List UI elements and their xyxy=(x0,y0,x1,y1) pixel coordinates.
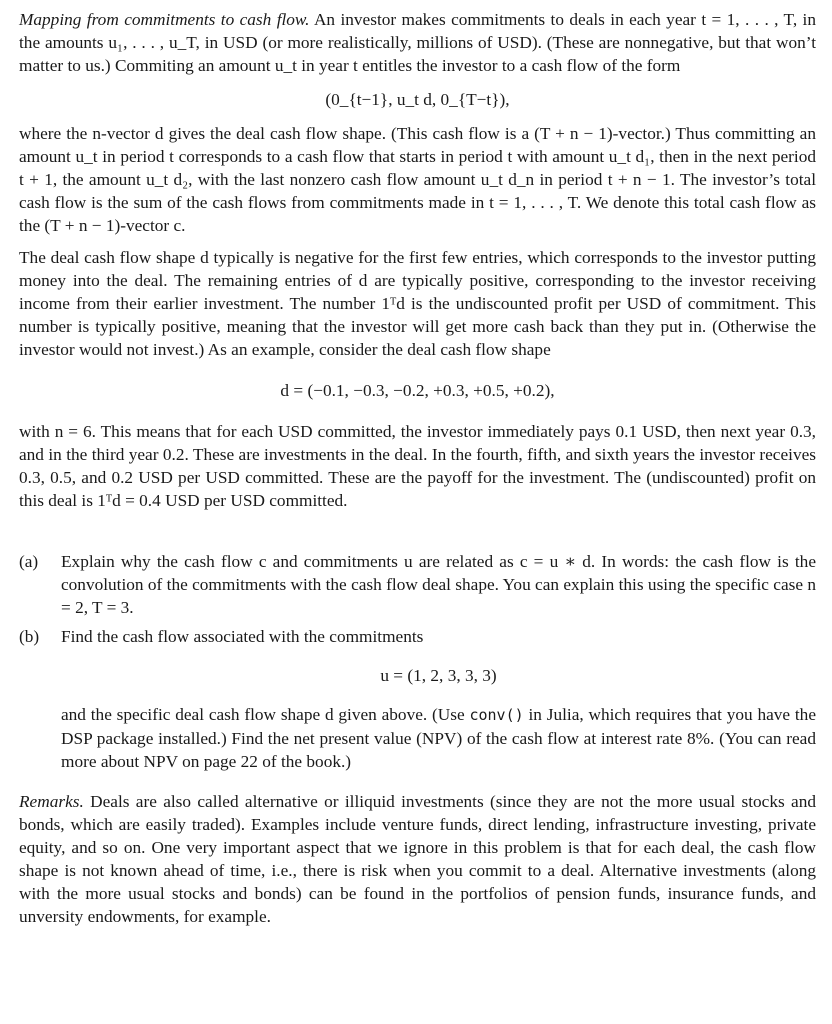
remarks-paragraph xyxy=(19,790,816,928)
part-b-text: Find the cash flow associated with the commitments xyxy=(61,627,424,646)
example-paragraph: with n = 6. This means that for each USD committed, the investor immediately pays 0.1 USD, then next year 0.3, and in the third year 0.2. These are investments in the deal. In the fourth, fifth, and sixth years the investor receives 0.3, 0.5, and 0.2 USD per USD committed. These are the payoff for the investment. The (undiscounted) profit on this deal is 1ᵀd = 0.4 USD per USD committed. xyxy=(19,422,816,510)
problem-parts xyxy=(19,550,816,773)
part-body xyxy=(61,550,816,619)
part-a-text: Explain why the cash flow c and commitments u are related as c = u ∗ d. In words: the cash flow is the convolution of the commitments with the cash flow deal shape. You can explain this using the specific case n = 2, T = 3. xyxy=(61,552,816,617)
remarks-text: Deals are also called alternative or illiquid investments (since they are not the more usual stocks and bonds, which are easily traded). Examples include venture funds, direct lending, infrastructure investing, private equity, and so on. One very important aspect that we ignore in this problem is that for each deal, the cash flow shape is not known ahead of time, i.e., there is risk when you commit to a deal. Alternative investments (along with the more usual stocks and bonds) can be found in the portfolios of pension funds, insurance funds, and unversity endowments, for example. xyxy=(19,792,816,926)
code-snippet: conv() xyxy=(469,706,524,724)
section-gap xyxy=(19,512,816,550)
part-b xyxy=(19,625,816,773)
intro-text: An investor makes commitments to deals in each year t = 1, . . . , T, in the amounts u₁, . . . , u_T, in USD (or more realistically, millions of USD). (These are nonnegative, but that won’t matter to us.) Commiting an amount u_t in year t entitles the investor to a cash flow of the form xyxy=(19,10,816,75)
part-label: (a) xyxy=(19,552,39,571)
part-label: (b) xyxy=(19,627,40,646)
intro-paragraph xyxy=(19,8,816,77)
part-b-after-code: in Julia, which requires that you have the DSP package installed.) Find the net present value (NPV) of the cash flow at interest rate 8%. (You can read more about NPV on page 22 of the book.) xyxy=(61,705,816,771)
part-body xyxy=(61,625,816,773)
part-a xyxy=(19,550,816,619)
shape-paragraph: where the n-vector d gives the deal cash flow shape. (This cash flow is a (T + n − 1)-vector.) Thus committing an amount u_t in period t corresponds to a cash flow that starts in period t with amount u_t d₁, then in the next period t + 1, the amount u_t d₂, with the last nonzero cash flow amount u_t d_n in period t + n − 1. The investor’s total cash flow is the sum of the cash flows from commitments made in t = 1, . . . , T. We denote this total cash flow as the (T + n − 1)-vector c. xyxy=(19,124,816,235)
part-b-continuation xyxy=(61,703,816,773)
equation-deal-shape: d = (−0.1, −0.3, −0.2, +0.3, +0.5, +0.2), xyxy=(280,381,555,400)
part-b-before-code: and the specific deal cash flow shape d given above. (Use xyxy=(61,705,465,724)
remarks-title: Remarks. xyxy=(19,792,84,811)
problem-title: Mapping from commitments to cash flow. xyxy=(19,10,310,29)
deal-paragraph: The deal cash flow shape d typically is negative for the first few entries, which corresponds to the investor putting money into the deal. The remaining entries of d are typically positive, corresponding to the investor receiving income from their earlier investment. The number 1ᵀd is the undiscounted profit per USD of commitment. This number is typically positive, meaning that the investor will get more cash back than they put in. (Otherwise the investor would not invest.) As an example, consider the deal cash flow shape xyxy=(19,248,816,359)
equation-commitments: u = (1, 2, 3, 3, 3) xyxy=(380,666,497,685)
equation-cash-flow-form: (0_{t−1}, u_t d, 0_{T−t}), xyxy=(325,90,510,109)
